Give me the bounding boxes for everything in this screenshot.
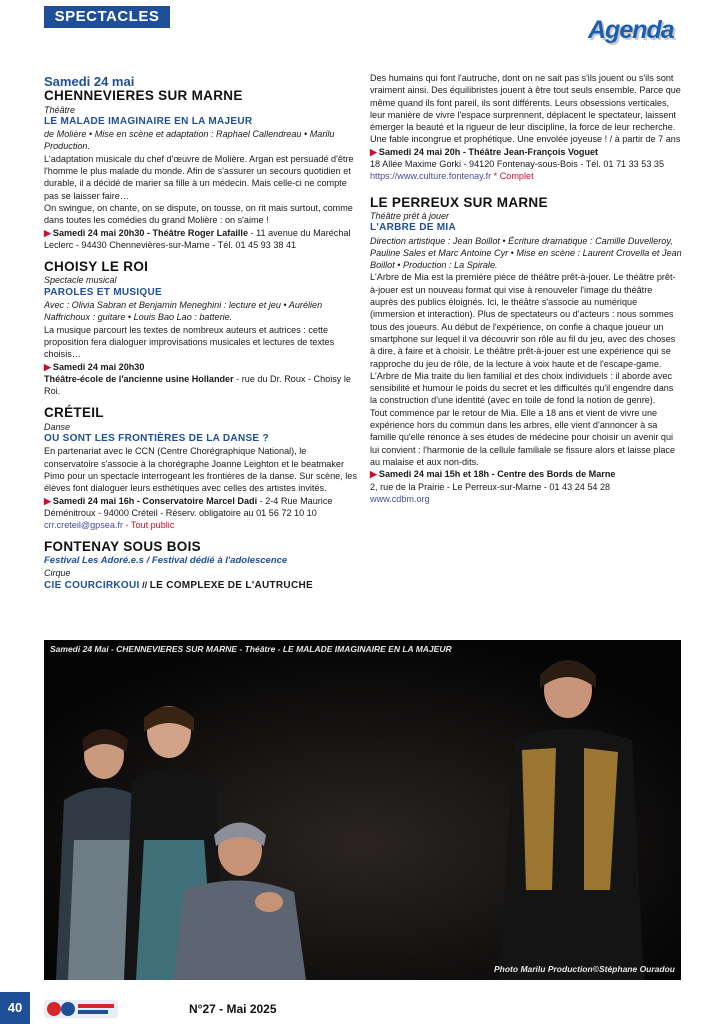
credits: de Molière • Mise en scène et adaptation : Raphael Callendreau • Marilu Production.	[44, 129, 335, 152]
festival-label: Festival Les Adoré.e.s / Festival dédié à l'adolescence	[44, 554, 288, 566]
description: En partenariat avec le CCN (Centre Chorégraphique National), le conservatoire s'associe à la chorégraphe Joanne Leighton et le beatmaker Pimo pour un spectacle interrogeant les frontières de la danse. Sur scène, les élèves font dialoguer leurs esthétiques avec celles des artistes invités.	[44, 446, 357, 494]
description: L'Arbre de Mia traite du lien familial et des choix individuels : il aborde avec sensibilité et humour le poids du secret et les difficultés qu'il engendre dans la construction d'une identité (avec en toile de fond la notion de genre).	[370, 370, 674, 406]
description: L'adaptation musicale du chef d'œuvre de Molière. Argan est persuadé d'être l'homme le plus malade du monde. Afin de s'assurer un secours quotidien et durable, il a décidé de marier sa fille à un médecin. Mais celle-ci ne compte pas se laisser faire…	[44, 153, 354, 201]
photo-caption: Samedi 24 Mai - CHENNEVIERES SUR MARNE - Théâtre - LE MALADE IMAGINAIRE EN LA MAJEUR	[50, 644, 452, 654]
agenda-logo: Agenda	[588, 16, 674, 44]
description: L'Arbre de Mia est la première pièce de théâtre prêt-à-jouer. Le théâtre prêt-à-jouer est un nouveau format qui vise à renouveler l'image du théâtre auprès des publics éloignés. Ici, le théâtre s'associe au numérique (immersion et interaction). Plus de spectateurs ou d'acteurs : nous sommes tous des joueurs. Au début de l'expérience, on confie à chaque joueur un smartphone sur lequel il va découvrir son rôle au fil du jeu, avec des choses à dire, à faire et à choisir. Le théâtre prêt-à-jouer est une expérience qui se rapproche du jeu de rôle, de la lecture à voix haute et de l'escape-game.	[370, 272, 676, 369]
website-link[interactable]: www.cdbm.org	[370, 493, 430, 504]
show-title: L'ARBRE DE MIA	[370, 222, 457, 234]
show-title: LE MALADE IMAGINAIRE EN LA MAJEUR	[44, 115, 253, 127]
description: On swingue, on chante, on se dispute, on tousse, on rit mais surtout, comme dans toutes les comédies du grand Molière : on s'aime !	[44, 202, 353, 226]
genre-label: Danse	[44, 421, 71, 432]
contact-line	[44, 519, 362, 531]
genre-label: Cirque	[44, 567, 71, 578]
city-fontenay: FONTENAY SOUS BOIS	[44, 539, 201, 555]
description: Des humains qui font l'autruche, dont on ne sait pas s'ils jouent ou s'ils sont vraiment ainsi. Des équilibristes jouent à être tout seuls ensemble. Parce que même quand ils font pareil, ils sont différents. Leurs obsessions verticales, leur manière de vivre l'espace surprennent, déplacent le spectateur, laissent émerger la beauté et la rigueur de leur discipline, la force de leur recherche. Une fable incongrue et prophétique. Une envolée joyeuse ! / à partir de 7 ans	[370, 73, 681, 145]
genre-label: Théâtre prêt à jouer	[370, 210, 450, 221]
genre-label: Spectacle musical	[44, 275, 117, 286]
city-chennevieres: CHENNEVIERES SUR MARNE	[44, 88, 243, 104]
section-banner: SPECTACLES	[44, 6, 170, 28]
event-slot: ▶ Samedi 24 mai 20h30 - Théâtre Roger Lafaille	[44, 228, 248, 238]
show-title: LE COMPLEXE DE L'AUTRUCHE	[149, 580, 313, 592]
magazine-logo	[44, 998, 118, 1020]
event-slot: ▶ Samedi 24 mai 16h - Conservatoire Marcel Dadi	[44, 496, 257, 506]
audience-tag: - Tout public	[122, 520, 175, 531]
description: Tout commence par le retour de Mia. Elle a 18 ans et vient de vivre une expérience hors du commun dans les arbres, elle vient d'annoncer à sa famille qu'elle renonce à ses études de médecine pour choisir un avenir qui lui convient : l'harmonie de la cellule familiale se fissure alors et laisse place au malaise et aux non-dits.	[370, 407, 676, 467]
company-line	[44, 579, 362, 592]
genre-label: Théâtre	[44, 104, 76, 115]
email-link[interactable]: crr.creteil@gpsea.fr	[44, 520, 123, 531]
event-slot: ▶ Samedi 24 mai 20h30	[44, 361, 362, 373]
separator: //	[139, 580, 150, 591]
issue-info: N°27 - Mai 2025	[189, 1002, 277, 1016]
right-column	[370, 72, 682, 505]
show-title: OU SONT LES FRONTIÈRES DE LA DANSE ?	[44, 433, 269, 445]
city-perreux: LE PERREUX SUR MARNE	[370, 194, 548, 210]
description: La musique parcourt les textes de nombreux auteurs et autrices : cette proposition fera dialoguer improvisations musicales et lectures de textes choisis…	[44, 324, 335, 360]
status-tag: * Complet	[491, 171, 534, 182]
website-link[interactable]: https://www.culture.fontenay.fr	[370, 171, 492, 182]
contact-line	[370, 170, 682, 182]
date-heading: Samedi 24 mai	[44, 74, 135, 89]
event-address: 2, rue de la Prairie - Le Perreux-sur-Marne - 01 43 24 54 28	[370, 481, 611, 492]
event-address: 18 Allée Maxime Gorki - 94120 Fontenay-sous-Bois - Tél. 01 71 33 53 35	[370, 159, 665, 170]
left-column	[44, 72, 362, 593]
event-info	[44, 373, 362, 398]
company-name: CIE COURCIRKOUI	[44, 580, 140, 592]
event-address: - 11 avenue du Maréchal Leclerc - 94430 Chennevières-sur-Marne - Tél. 01 45 93 38 41	[44, 227, 351, 250]
event-info	[44, 227, 362, 252]
event-info	[44, 495, 362, 520]
show-title: PAROLES ET MUSIQUE	[44, 286, 163, 298]
stage-photo	[44, 640, 681, 980]
event-address: - rue du Dr. Roux - Choisy le Roi.	[44, 373, 351, 397]
page-number: 40	[0, 992, 30, 1024]
credits: Direction artistique : Jean Boillot • Écriture dramatique : Camille Duvelleroy, Pauline Sales et Marc Antoine Cyr • Mise en scène : Laurent Crovella et Jean Boillot • Production : La Spirale.	[370, 235, 682, 271]
event-slot: ▶ Samedi 24 mai 15h et 18h - Centre des Bords de Marne	[370, 468, 682, 480]
credits: Avec : Olivia Sabran et Benjamin Meneghini : lecture et jeu • Aurélien Naffrichoux : guitare • Louis Bao Lao : batterie.	[44, 300, 323, 323]
city-choisy: CHOISY LE ROI	[44, 259, 149, 275]
photo-credit: Photo Marilu Production©Stéphane Ouradou	[494, 964, 675, 974]
event-venue: Théâtre-école de l'ancienne usine Hollander	[44, 373, 234, 384]
event-address: - 2-4 Rue Maurice Déménitroux - 94000 Créteil - Réserv. obligatoire au 01 56 72 10 10	[44, 495, 333, 518]
event-slot: ▶ Samedi 24 mai 20h - Théâtre Jean-François Voguet	[370, 146, 682, 158]
stage-photo-illustration	[44, 640, 681, 980]
city-creteil: CRÉTEIL	[44, 405, 104, 421]
